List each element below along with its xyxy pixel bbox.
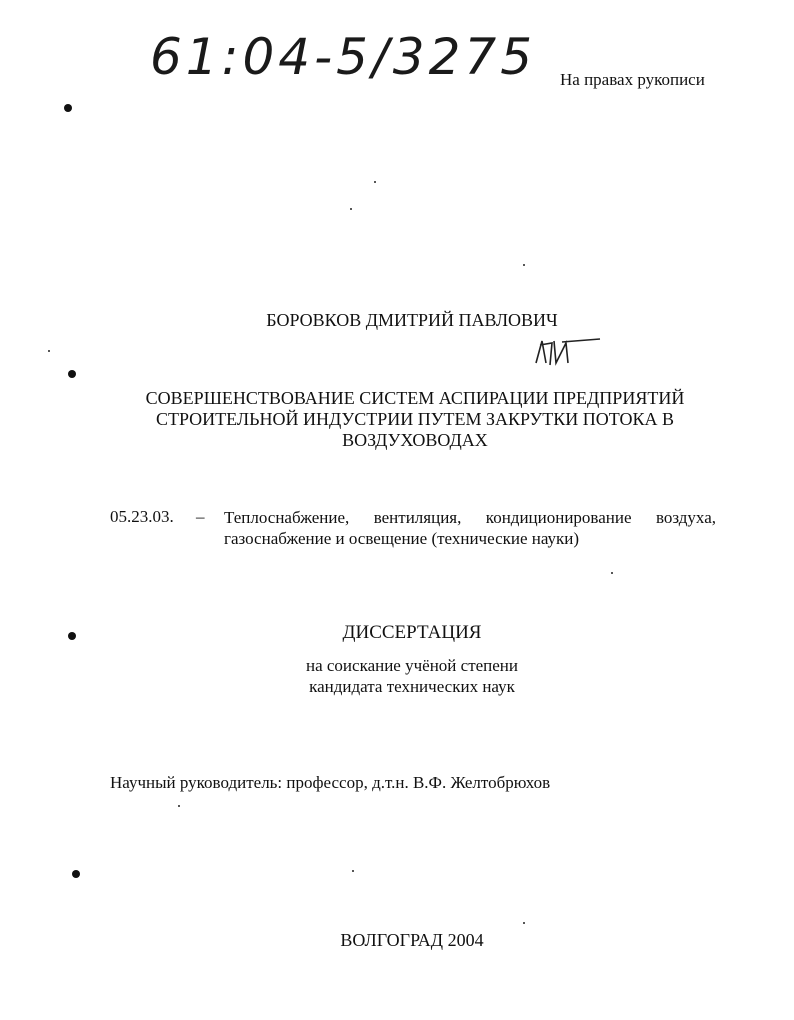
- specialty-code: 05.23.03.: [110, 507, 174, 526]
- scan-speck: [523, 922, 525, 924]
- scan-speck: [523, 264, 525, 266]
- scan-speck: [178, 805, 180, 807]
- rights-note: На правах рукописи: [560, 70, 705, 89]
- scan-speck: [350, 208, 352, 210]
- binding-hole-mark: [68, 370, 76, 378]
- title-line: СОВЕРШЕНСТВОВАНИЕ СИСТЕМ АСПИРАЦИИ ПРЕДПРИЯТИЙ: [145, 388, 685, 408]
- binding-hole-mark: [64, 104, 72, 112]
- binding-hole-mark: [68, 632, 76, 640]
- document-type: ДИССЕРТАЦИЯ: [342, 622, 482, 643]
- author-name: БОРОВКОВ ДМИТРИЙ ПАВЛОВИЧ: [266, 310, 558, 330]
- city-year: ВОЛГОГРАД 2004: [340, 930, 484, 950]
- specialty-description: Теплоснабжение, вентиляция, кондиционирование воздуха, газоснабжение и освещение (технические науки): [224, 508, 716, 548]
- title-line: СТРОИТЕЛЬНОЙ ИНДУСТРИИ ПУТЕМ ЗАКРУТКИ ПОТОКА В: [155, 409, 675, 429]
- degree-line: кандидата технических наук: [309, 677, 515, 696]
- binding-hole-mark: [72, 870, 80, 878]
- scan-speck: [48, 350, 50, 352]
- scan-speck: [611, 572, 613, 574]
- scan-speck: [352, 870, 354, 872]
- degree-info: [0, 655, 794, 697]
- handwritten-archive-number: [150, 22, 540, 92]
- archive-number-text: 61:04-5/3275: [150, 28, 537, 86]
- degree-line: на соискание учёной степени: [305, 656, 519, 675]
- signature: [532, 333, 602, 371]
- supervisor: Научный руководитель: профессор, д.т.н. В.Ф. Желтобрюхов: [110, 773, 551, 792]
- specialty-dash: –: [196, 507, 205, 526]
- title-line: ВОЗДУХОВОДАХ: [342, 430, 488, 450]
- dissertation-title: [110, 388, 720, 451]
- scan-speck: [374, 181, 376, 183]
